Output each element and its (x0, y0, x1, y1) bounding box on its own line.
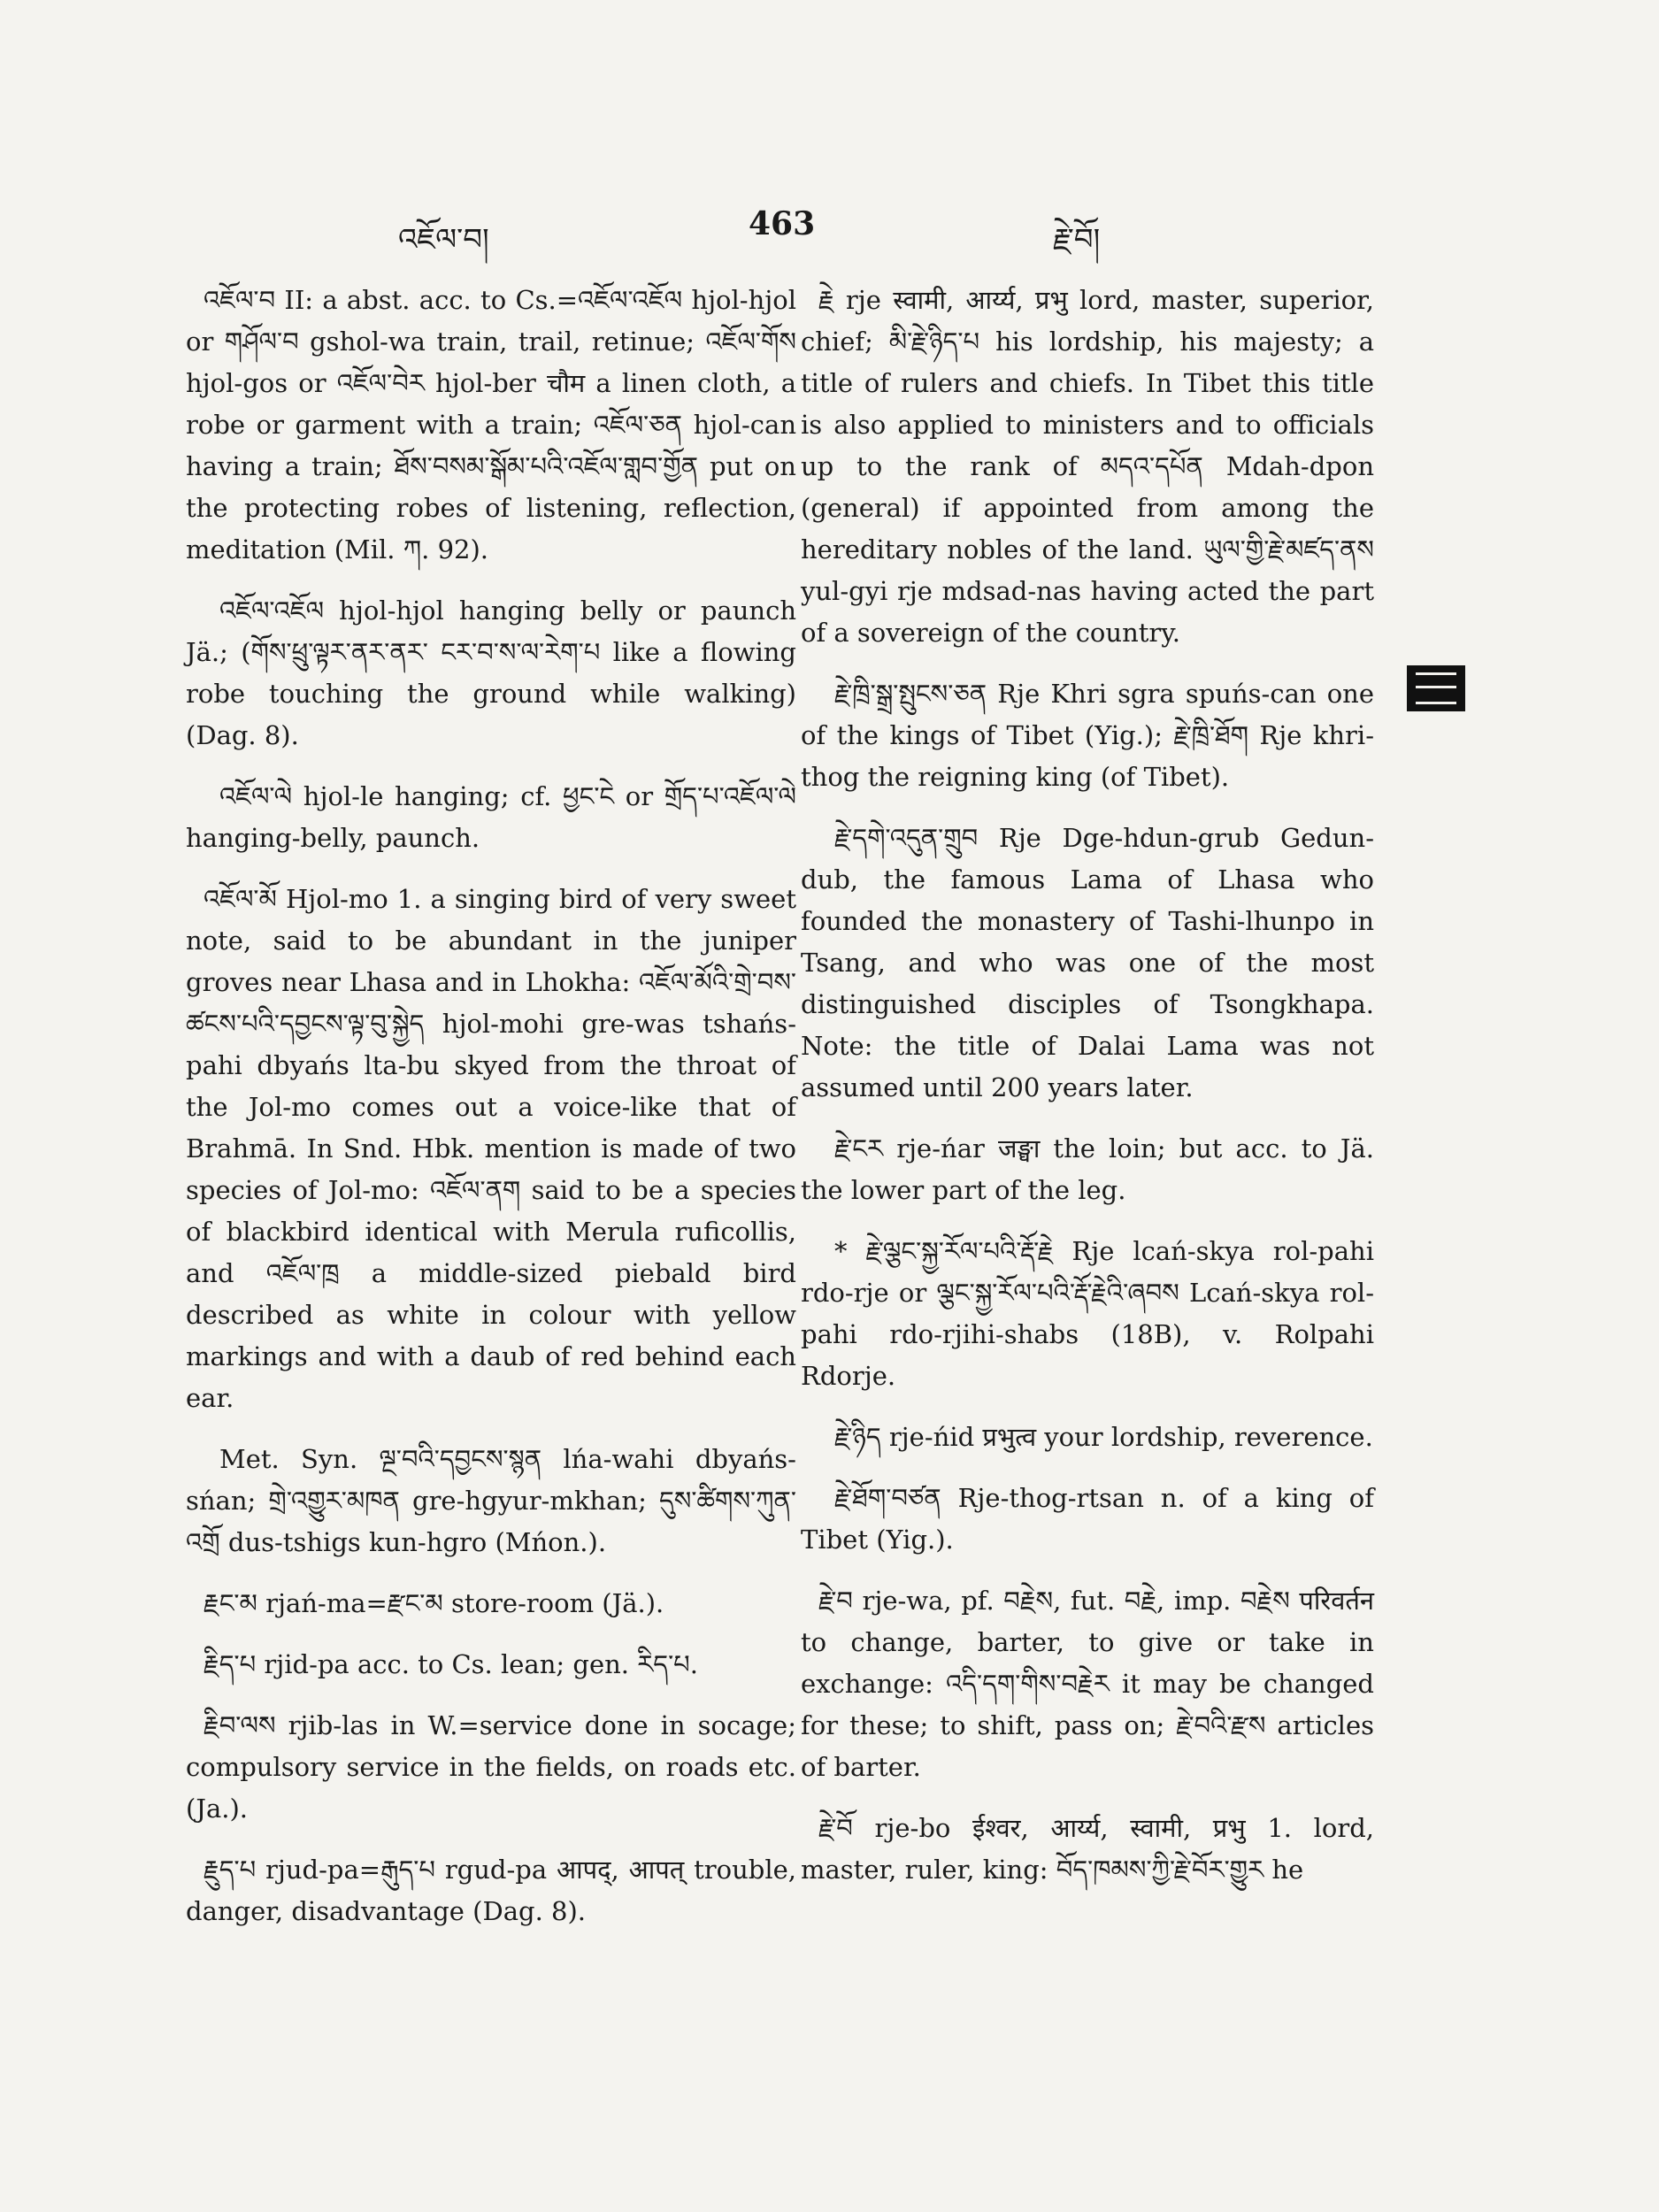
entry-met-syn: Met. Syn. ལྔ་བའི་དབྱངས་སྙན lńa-wahi dbyańs-sńan; གྲེ་འགྱུར་མཁན gre-hgyur-mkhan; དུས་ཚིགས་ཀུན་འགྲོ dus-tshigs kun-hgro (Mńon.). (186, 1444, 796, 1557)
left-column (186, 280, 796, 1952)
entry-rjib-las: རྗིབ་ལས rjib-las in W.=service done in socage; compulsory service in the fields, on roads etc. (Ja.). (186, 1710, 796, 1824)
section-tab-glyph (1416, 672, 1456, 704)
page-number: 463 (749, 205, 816, 242)
entry-rje-nar: རྗེ་ངར rje-ńar जङ्घा the loin; but acc. to Jä. the lower part of the leg. (801, 1133, 1374, 1205)
entry-hjol-mo: འཇོལ་མོ Hjol-mo 1. a singing bird of very sweet note, said to be abundant in the juniper groves near Lhasa and in Lhokha: འཇོལ་མོའི་གྲེ་བས་ཚངས་པའི་དབྱངས་ལྟ་བུ་སྐྱེད hjol-mohi gre-was tshańs-pahi dbyańs lta-bu skyed from the throat of the Jol-mo comes out a voice-like that of Brahmā. In Snd. Hbk. mention is made of two species of Jol-mo: འཇོལ་ནག said to be a species of blackbird identical with Merula ruficollis, and འཇོལ་ཁྲ a middle-sized piebald bird described as white in colour with yellow markings and with a daub of red behind each ear. (186, 884, 796, 1413)
entry-rje: རྗེ rje स्वामी, आर्य्य, प्रभु lord, master, superior, chief; མི་རྗེ་ཉིད་པ his lordship, his majesty; a title of rulers and chiefs. In Tibet this title is also applied to ministers and to officials up to the rank of མདའ་དཔོན Mdah-dpon (general) if appointed from among the hereditary nobles of the land. ཡུལ་གྱི་རྗེ་མཛད་ནས yul-gyi rje mdsad-nas having acted the part of a sovereign of the country. (801, 285, 1374, 648)
entry-rjan-ma: རྗང་མ rjań-ma=རྫང་མ store-room (Jä.). (204, 1588, 664, 1618)
section-tab-icon (1407, 665, 1465, 711)
entry-rje-lcan-skya: * རྗེ་ལྕང་སྐྱ་རོལ་པའི་རྡོ་རྗེ Rje lcań-skya rol-pahi rdo-rje or ལྕང་སྐྱ་རོལ་པའི་རྡོ་རྗེའི་ཞབས Lcań-skya rol-pahi rdo-rjihi-shabs (18B), v. Rolpahi Rdorje. (801, 1236, 1374, 1391)
entry-hjol-le: འཇོལ་ལེ hjol-le hanging; cf. ཕྱང་ངེ or གྲོད་པ་འཇོལ་ལེ hanging-belly, paunch. (186, 781, 796, 853)
entry-rje-bo: རྗེ་བོ rje-bo ईश्वर, आर्य्य, स्वामी, प्रभु 1. lord, master, ruler, king: བོད་ཁམས་ཀྱི་རྗེ་བོར་གྱུར he (801, 1813, 1374, 1885)
right-column (801, 280, 1374, 1910)
entry-hjol-wa: འཇོལ་བ II: a abst. acc. to Cs.=འཇོལ་འཇོལ hjol-hjol or གཤོལ་བ gshol-wa train, trail, retinue; འཇོལ་གོས hjol-gos or འཇོལ་བེར hjol-ber चौम a linen cloth, a robe or garment with a train; འཇོལ་ཅན hjol-can having a train; ཐོས་བསམ་སྒོམ་པའི་འཇོལ་གླབ་གྱོན put on the protecting robes of listening, reflection, meditation (Mil. ཀ. 92). (186, 285, 796, 565)
entry-rje-wa: རྗེ་བ rje-wa, pf. བརྗེས, fut. བརྗེ, imp. བརྗེས परिवर्तन to change, barter, to give or take in exchange: འདི་དག་གིས་བརྗེར it may be changed for these; to shift, pass on; རྗེ་བའི་རྫས articles of barter. (801, 1586, 1374, 1782)
page-header (0, 205, 1659, 258)
entry-rje-dge-hdun-grub: རྗེ་དགེ་འདུན་གྲུབ Rje Dge-hdun-grub Gedun-dub, the famous Lama of Lhasa who founded the monastery of Tashi-lhunpo in Tsang, and who was one of the most distinguished disciples of Tsongkhapa. Note: the title of Dalai Lama was not assumed until 200 years later. (801, 823, 1374, 1102)
entry-rje-nid: རྗེ་ཉིད rje-ńid प्रभुत्व your lordship, reverence. (834, 1422, 1373, 1452)
entry-rje-thog-rtsan: རྗེ་ཐོག་བཙན Rje-thog-rtsan n. of a king of Tibet (Yig.). (801, 1483, 1374, 1555)
entry-rje-khri: རྗེ་ཁྲི་སྒྲ་སྤུངས་ཅན Rje Khri sgra spuńs-can one of the kings of Tibet (Yig.); རྗེ་ཁྲི་ཐོག Rje khri-thog the reigning king (of Tibet). (801, 679, 1374, 792)
left-running-head: འཇོལ་བ། (398, 222, 489, 257)
entry-rjud-pa: རྗུད་པ rjud-pa=རྒུད་པ rgud-pa आपद्, आपत् trouble, danger, disadvantage (Dag. 8). (186, 1855, 796, 1926)
right-running-head: རྗེ་བོ། (1053, 222, 1101, 257)
entry-hjol-hjol: འཇོལ་འཇོལ hjol-hjol hanging belly or paunch Jä.; (གོས་ཕྲུ་ལྟར་ནར་ནར་ ངར་བ་ས་ལ་རེག་པ like a flowing robe touching the ground while walking) (Dag. 8). (186, 595, 796, 750)
entry-rjid-pa: རྗིད་པ rjid-pa acc. to Cs. lean; gen. རིད་པ. (204, 1649, 698, 1679)
